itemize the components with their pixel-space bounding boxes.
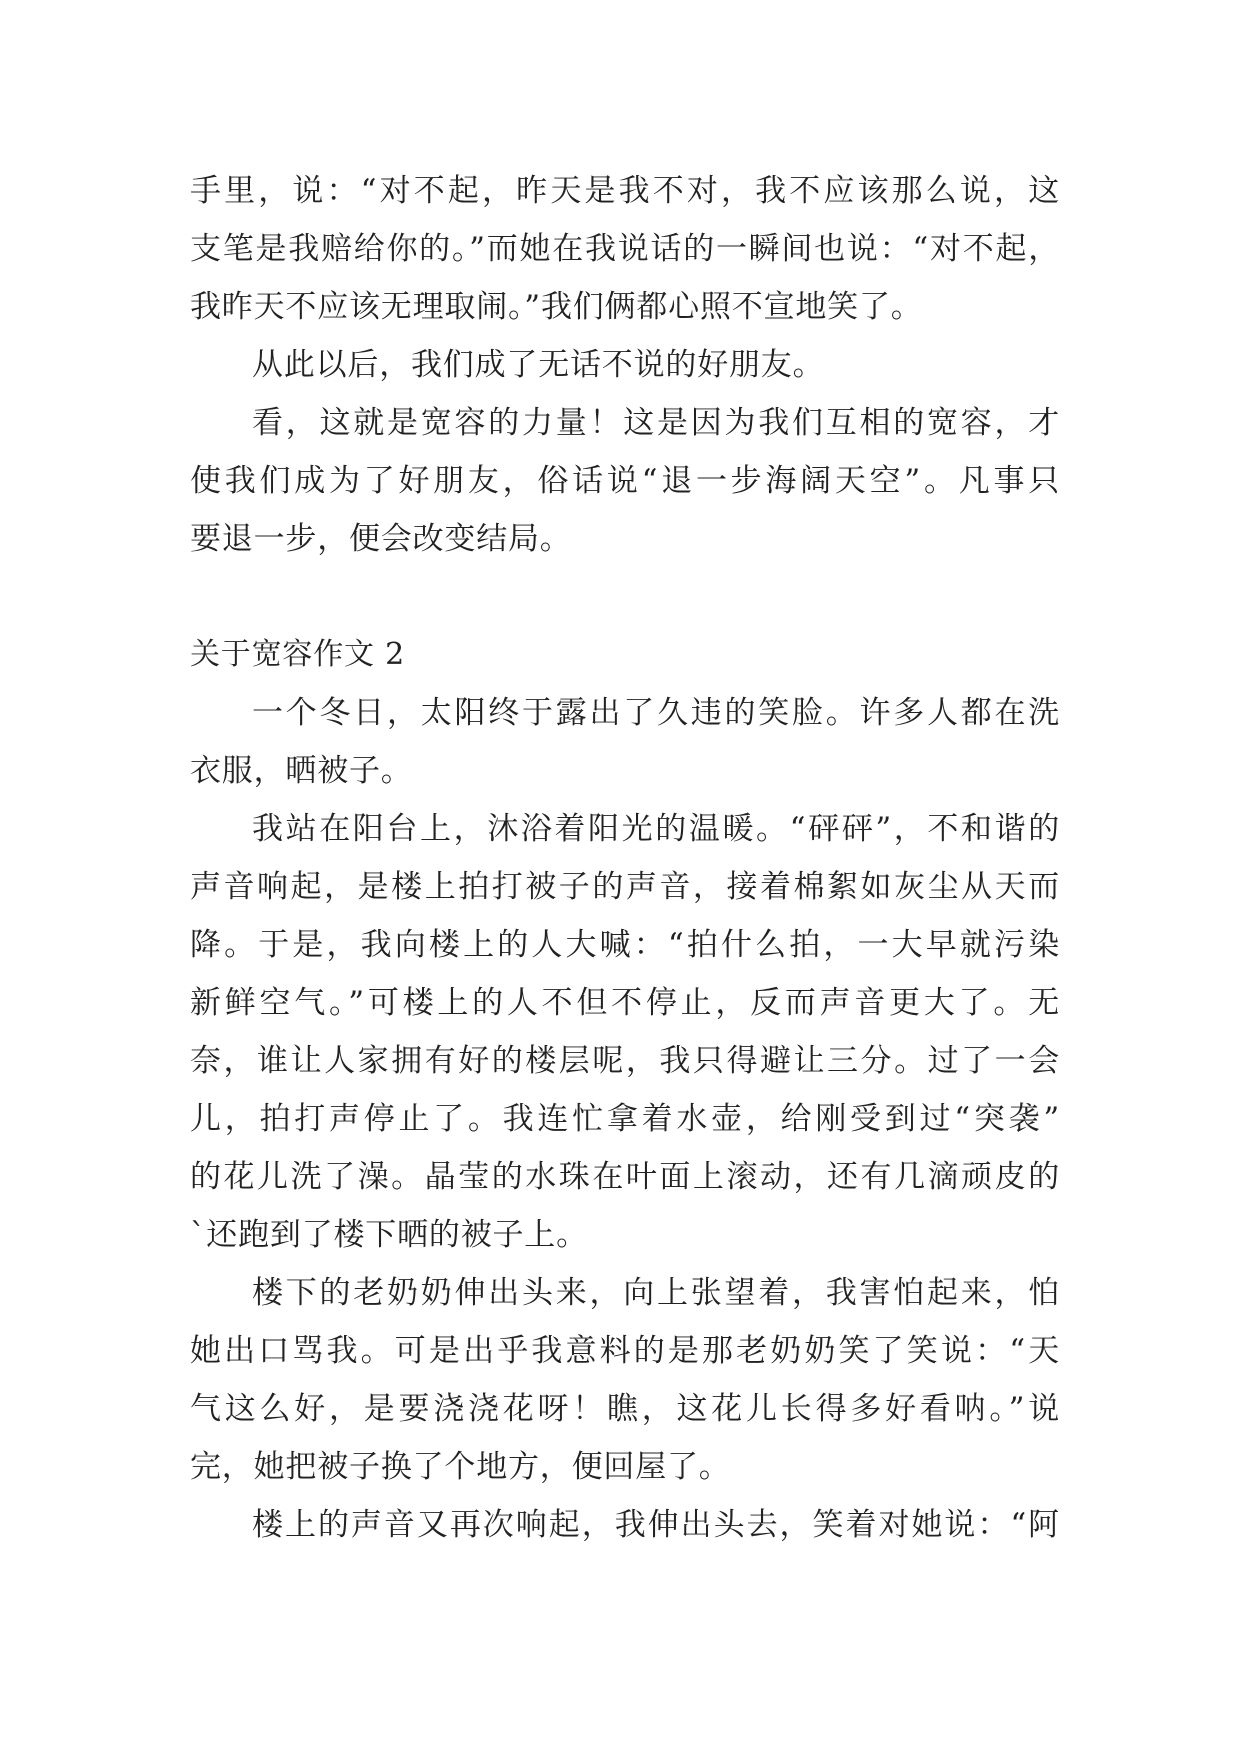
paragraph-line: 我站在阳台上，沐浴着阳光的温暖。“砰砰”，不和谐的 [252,811,1060,847]
paragraph-line: 看，这就是宽容的力量！这是因为我们互相的宽容，才 [252,405,1060,441]
paragraph-line: 楼上的声音又再次响起，我伸出头去，笑着对她说：“阿 [252,1507,1060,1543]
text-line: 完，她把被子换了个地方，便回屋了。 [190,1449,731,1485]
text-line: 奈，谁让人家拥有好的楼层呢，我只得避让三分。过了一会 [190,1043,1060,1079]
text-line: 降。于是，我向楼上的人大喊：“拍什么拍，一大早就污染 [190,927,1060,963]
text-line: 使我们成为了好朋友，俗话说“退一步海阔天空”。凡事只 [190,463,1060,499]
text-line: 衣服，晒被子。 [190,753,413,789]
blank-line [190,568,1060,626]
text-line: 儿，拍打声停止了。我连忙拿着水壶，给刚受到过“突袭” [190,1101,1060,1137]
text-line: 声音响起，是楼上拍打被子的声音，接着棉絮如灰尘从天而 [190,869,1060,905]
text-line: 她出口骂我。可是出乎我意料的是那老奶奶笑了笑说：“天 [190,1333,1060,1369]
section-heading: 关于宽容作文 2 [190,637,406,672]
text-line: 新鲜空气。”可楼上的人不但不停止，反而声音更大了。无 [190,985,1060,1021]
paragraph-line: 从此以后，我们成了无话不说的好朋友。 [252,347,825,383]
text-line: 的花儿洗了澡。晶莹的水珠在叶面上滚动，还有几滴顽皮的 [190,1159,1060,1195]
text-line: 支笔是我赔给你的。”而她在我说话的一瞬间也说：“对不起， [190,231,1060,267]
text-line: 要退一步，便会改变结局。 [190,521,572,557]
text-line: `还跑到了楼下晒的被子上。 [190,1217,588,1253]
paragraph-line: 一个冬日，太阳终于露出了久违的笑脸。许多人都在洗 [252,695,1060,731]
document-body [190,162,1060,1554]
text-line: 手里，说：“对不起，昨天是我不对，我不应该那么说，这 [190,173,1060,209]
text-line: 我昨天不应该无理取闹。”我们俩都心照不宣地笑了。 [190,289,923,325]
text-line: 气这么好，是要浇浇花呀！瞧，这花儿长得多好看呐。”说 [190,1391,1060,1427]
paragraph-line: 楼下的老奶奶伸出头来，向上张望着，我害怕起来，怕 [252,1275,1060,1311]
